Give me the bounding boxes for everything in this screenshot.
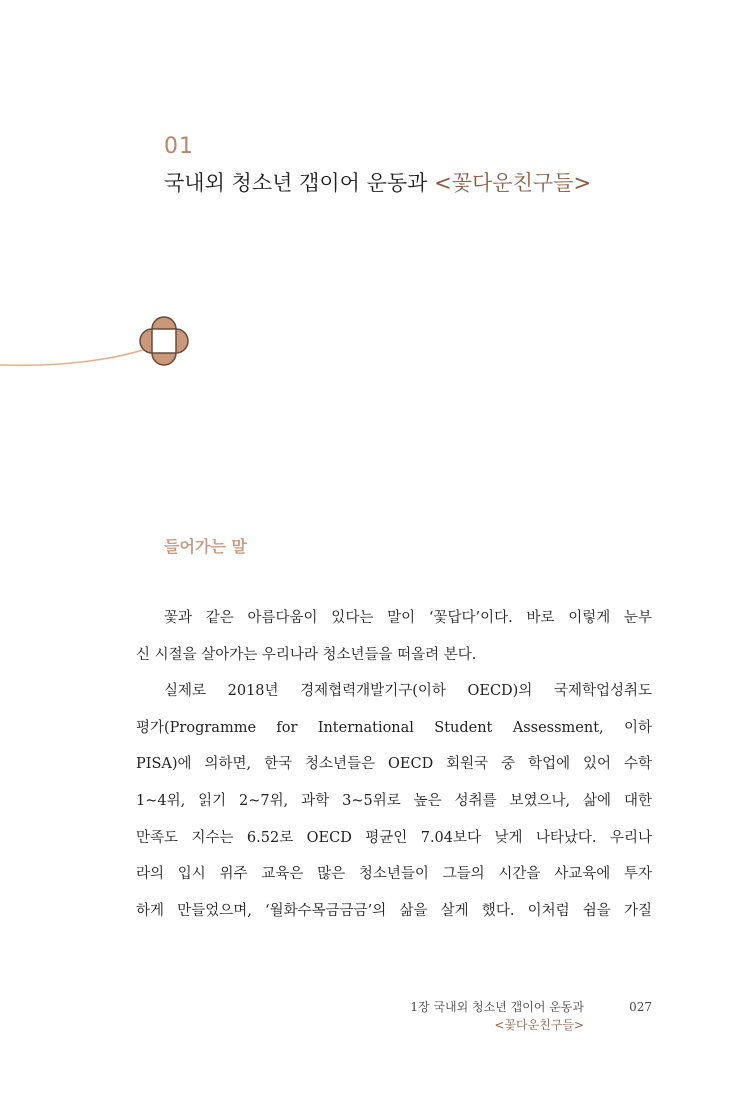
page-number: 027 [629, 1000, 652, 1014]
chapter-number: 01 [164, 134, 194, 159]
body-line-5: PISA)에 의하면, 한국 청소년들은 OECD 회원국 중 학업에 있어 수학 [136, 756, 652, 773]
body-line-4: 평가(Programme for International Student Assessment, 이하 [136, 719, 652, 736]
body-text [136, 600, 652, 929]
section-heading: 들어가는 말 [164, 537, 247, 556]
body-line-6: 1~4위, 읽기 2~7위, 과학 3~5위로 높은 성취를 보였으나, 삶에 대한 [136, 792, 652, 809]
body-line-1: 꽃과 같은 아름다움이 있다는 말이 ‘꽃답다’이다. 바로 이렇게 눈부 [164, 610, 652, 626]
body-line-3: 실제로 2018년 경제협력개발기구(이하 OECD)의 국제학업성취도 [164, 683, 652, 700]
body-line-9: 하게 만들었으며, ‘월화수목금금금’의 삶을 살게 했다. 이처럼 쉼을 가질 [136, 902, 652, 919]
ornament-curve-line [0, 344, 160, 365]
chapter-title [164, 168, 591, 198]
chapter-title-main: 국내외 청소년 갭이어 운동과 [164, 171, 435, 195]
running-footer [410, 998, 584, 1034]
ornament-center-square [152, 329, 176, 353]
body-line-7: 만족도 지수는 6.52로 OECD 평균인 7.04보다 낮게 나타났다. 우리나 [136, 829, 652, 846]
running-footer-subtitle: <꽃다운친구들> [494, 1018, 584, 1032]
body-line-2: 신 시절을 살아가는 우리나라 청소년들을 떠올려 본다. [136, 646, 477, 663]
flower-ornament-icon [0, 308, 200, 374]
running-footer-title: 1장 국내외 청소년 갭이어 운동과 [410, 1000, 584, 1014]
chapter-title-accent: <꽃다운친구들> [434, 171, 592, 195]
body-line-8: 라의 입시 위주 교육은 많은 청소년들이 그들의 시간을 사교육에 투자 [136, 866, 652, 883]
